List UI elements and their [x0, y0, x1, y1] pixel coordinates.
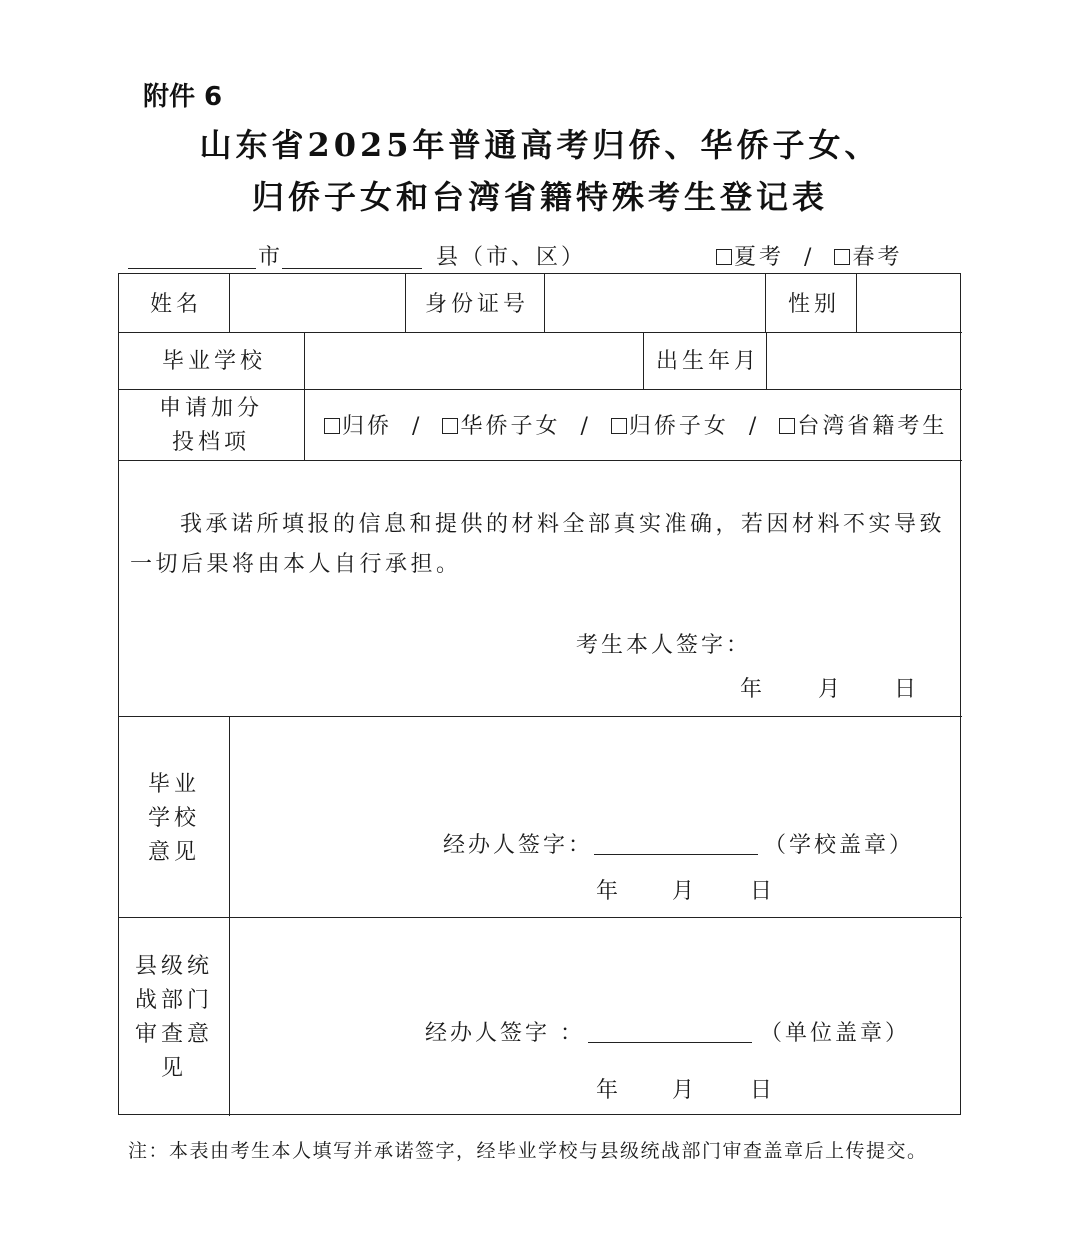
school-day: 日 [750, 879, 776, 904]
dept-opinion-label-line: 见 [160, 1056, 187, 1081]
gender-field[interactable] [856, 274, 960, 331]
returned-overseas-checkbox[interactable] [324, 418, 340, 434]
name-field[interactable] [229, 274, 404, 331]
dept-day: 日 [750, 1078, 776, 1103]
bonus-item-label-line-2: 投档项 [171, 430, 250, 455]
candidate-signature-label: 考生本人签字： [576, 633, 752, 658]
name-label: 姓名 [150, 292, 203, 317]
id-number-field[interactable] [544, 274, 764, 331]
school-opinion-label-line: 毕业 [147, 772, 200, 797]
promise-month: 月 [818, 677, 844, 702]
col-divider [405, 274, 406, 332]
dept-handler-signature-blank[interactable] [588, 1042, 752, 1043]
summer-exam-label: 夏考 [734, 245, 785, 270]
exam-type-separator: / [804, 245, 815, 270]
returned-overseas-children-checkbox[interactable] [611, 418, 627, 434]
city-suffix: 市 [258, 245, 284, 270]
county-blank[interactable] [282, 268, 422, 269]
attachment-label: 附件 6 [143, 82, 223, 112]
row-divider [119, 460, 962, 461]
overseas-chinese-children-checkbox[interactable] [442, 418, 458, 434]
dept-handler-label: 经办人签字 ： [425, 1021, 585, 1046]
option-separator: / [748, 414, 760, 439]
dept-opinion-label-line: 战部门 [134, 988, 213, 1013]
form-title-line-1: 山东省2025年普通高考归侨、华侨子女、 [199, 126, 881, 164]
school-month: 月 [672, 879, 698, 904]
bonus-option-label: 台湾省籍考生 [797, 414, 948, 439]
row-divider [119, 389, 962, 390]
dept-month: 月 [672, 1078, 698, 1103]
graduation-school-label: 毕业学校 [162, 349, 267, 374]
col-divider [643, 332, 644, 389]
dept-year: 年 [596, 1078, 622, 1103]
option-separator: / [580, 414, 591, 439]
row-divider [119, 716, 962, 717]
bonus-item-label [119, 392, 303, 460]
promise-year: 年 [740, 677, 766, 702]
id-number-label: 身份证号 [425, 292, 530, 317]
summer-exam-checkbox[interactable] [716, 249, 732, 265]
birth-date-field[interactable] [766, 332, 960, 388]
row-divider [119, 917, 962, 918]
school-stamp-note: （学校盖章） [764, 833, 915, 858]
bonus-option-label: 归侨子女 [628, 414, 729, 439]
school-opinion-label-line: 学校 [147, 806, 200, 831]
taiwan-origin-checkbox[interactable] [779, 418, 795, 434]
footer-note: 注：本表由考生本人填写并承诺签字，经毕业学校与县级统战部门审查盖章后上传提交。 [128, 1140, 928, 1162]
col-divider [304, 389, 305, 460]
col-divider [229, 716, 230, 1116]
bonus-option-label: 归侨 [342, 414, 393, 439]
dept-opinion-label-line: 审查意 [134, 1022, 213, 1047]
option-separator: / [412, 414, 423, 439]
graduation-school-field[interactable] [304, 332, 642, 388]
school-opinion-label-line: 意见 [147, 840, 200, 865]
bonus-item-label-line-1: 申请加分 [158, 396, 263, 421]
county-suffix: 县（市、区） [436, 245, 587, 270]
spring-exam-checkbox[interactable] [834, 249, 850, 265]
promise-statement: 我承诺所填报的信息和提供的材料全部真实准确，若因材料不实导致一切后果将由本人自行承担。 [130, 512, 946, 577]
bonus-options [324, 409, 947, 440]
form-title-line-2: 归侨子女和台湾省籍特殊考生登记表 [251, 178, 828, 216]
birth-date-label: 出生年月 [656, 349, 761, 374]
col-divider [765, 274, 766, 332]
promise-day: 日 [894, 677, 920, 702]
dept-opinion-label-line: 县级统 [134, 954, 213, 979]
dept-opinion-label [119, 950, 229, 1086]
spring-exam-label: 春考 [852, 245, 903, 270]
gender-label: 性别 [788, 292, 841, 317]
bonus-option-label: 华侨子女 [460, 414, 561, 439]
school-handler-signature-blank[interactable] [594, 854, 758, 855]
school-opinion-label [119, 768, 229, 870]
school-handler-label: 经办人签字： [443, 833, 594, 858]
dept-stamp-note: （单位盖章） [760, 1021, 911, 1046]
city-blank[interactable] [128, 268, 256, 269]
school-year: 年 [596, 879, 622, 904]
exam-type-options [716, 240, 902, 271]
